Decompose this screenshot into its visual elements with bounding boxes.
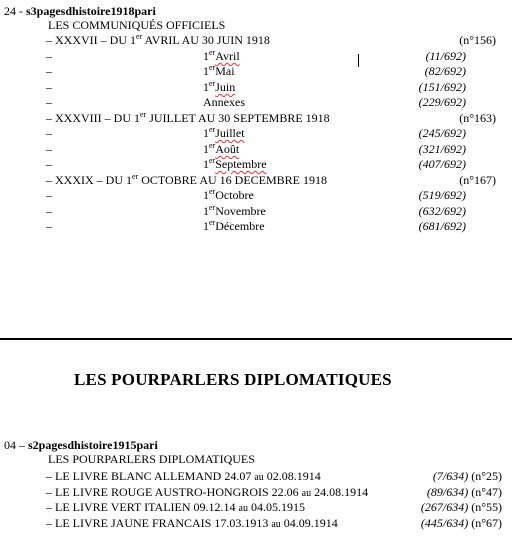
item-sup: er — [209, 125, 216, 134]
group-label-b: OCTOBRE AU 16 DECEMBRE 1918 — [138, 173, 328, 187]
main-title: LES POURPARLERS DIPLOMATIQUES — [74, 370, 392, 389]
group-ref: (n°156) — [459, 33, 496, 47]
item-month — [203, 157, 267, 171]
section1-heading-name: s3pagesdhistoire1918pari — [26, 4, 156, 18]
item-month — [203, 142, 239, 156]
item-dash: – — [46, 157, 52, 171]
item-dash: – — [46, 142, 52, 156]
book-from: 09.12.14 — [193, 500, 236, 514]
item-sup: er — [209, 218, 216, 227]
group-header — [46, 33, 270, 47]
item-month-name: Avril — [215, 49, 240, 63]
item-month-name: Annexes — [203, 95, 245, 109]
book-au: au — [271, 519, 281, 530]
book-from: 22.06 — [271, 485, 299, 499]
book-from: 24.07 — [224, 469, 252, 483]
item-pages: (229/692) — [418, 95, 466, 109]
group-ref: (n°163) — [459, 111, 496, 125]
group-label-b: AVRIL AU 30 JUIN 1918 — [142, 33, 270, 47]
section-divider — [0, 338, 512, 340]
item-pages: (519/692) — [418, 188, 466, 202]
item-pages: (82/692) — [424, 64, 466, 78]
item-sup: er — [209, 187, 216, 196]
book-pages: (267/634) — [420, 500, 469, 514]
section2-heading — [4, 438, 158, 452]
book-pages: (7/634) — [432, 469, 469, 483]
group-header — [46, 173, 327, 187]
book-row — [46, 469, 321, 485]
item-dash: – — [46, 95, 52, 109]
item-dash: – — [46, 204, 52, 218]
item-month — [203, 64, 235, 78]
group-label-sup: er — [132, 172, 139, 181]
group-header — [46, 111, 330, 125]
section1-heading — [4, 4, 156, 18]
item-month-name: Mai — [215, 64, 235, 78]
section2-heading-prefix: 04 – — [4, 438, 28, 452]
item-num: 1 — [203, 80, 209, 94]
item-month — [203, 49, 240, 63]
item-num: 1 — [203, 64, 209, 78]
item-num: 1 — [203, 142, 209, 156]
item-month — [203, 95, 245, 109]
book-refs — [421, 500, 502, 514]
item-num: 1 — [203, 126, 209, 140]
book-refs — [427, 485, 502, 499]
item-sup: er — [209, 141, 216, 150]
item-sup: er — [209, 203, 216, 212]
book-title: – LE LIVRE VERT ITALIEN — [46, 500, 191, 514]
book-title: – LE LIVRE JAUNE FRANCAIS — [46, 516, 212, 530]
book-row — [46, 516, 338, 532]
item-dash: – — [46, 188, 52, 202]
item-sup: er — [209, 79, 216, 88]
group-ref: (n°167) — [459, 173, 496, 187]
item-pages: (632/692) — [418, 204, 466, 218]
item-pages: (151/692) — [418, 80, 466, 94]
group-label-a: – XXXVIII – DU 1 — [46, 111, 140, 125]
item-month — [203, 204, 266, 218]
book-ref: (n°47) — [468, 485, 502, 499]
section1-subheading: LES COMMUNIQUÉS OFFICIELS — [48, 18, 226, 32]
item-month-name: Novembre — [215, 204, 266, 218]
book-au: au — [254, 472, 264, 483]
book-to: 04.09.1914 — [283, 516, 338, 530]
book-to: 24.08.1914 — [314, 485, 369, 499]
item-pages: (407/692) — [418, 157, 466, 171]
item-month-name: Juin — [215, 80, 236, 94]
item-num: 1 — [203, 188, 209, 202]
book-row — [46, 500, 305, 516]
book-ref: (n°55) — [468, 500, 502, 514]
item-month-name: Décembre — [215, 219, 265, 233]
book-ref: (n°25) — [468, 469, 502, 483]
book-from: 17.03.1913 — [214, 516, 269, 530]
item-pages: (11/692) — [425, 49, 466, 63]
item-month — [203, 219, 265, 233]
book-refs — [421, 516, 502, 530]
item-num: 1 — [203, 49, 209, 63]
item-month-name: Octobre — [215, 188, 254, 202]
book-pages: (89/634) — [426, 485, 469, 499]
item-month-name: Septembre — [215, 157, 267, 171]
group-label-sup: er — [139, 110, 147, 119]
book-refs — [433, 469, 502, 483]
group-label-sup: er — [136, 32, 143, 41]
book-to: 04.05.1915 — [250, 500, 305, 514]
group-label-b: JUILLET AU 30 SEPTEMBRE 1918 — [146, 111, 330, 125]
item-month-name: Juillet — [215, 126, 245, 140]
item-sup: er — [209, 156, 216, 165]
section2-subheading: LES POURPARLERS DIPLOMATIQUES — [48, 452, 255, 466]
item-dash: – — [46, 64, 52, 78]
section1-heading-prefix: 24 - — [4, 4, 26, 18]
item-pages: (681/692) — [418, 219, 466, 233]
item-num: 1 — [203, 157, 209, 171]
book-to: 02.08.1914 — [266, 469, 321, 483]
item-pages: (245/692) — [418, 126, 466, 140]
item-pages: (321/692) — [418, 142, 466, 156]
book-au: au — [301, 488, 312, 499]
text-cursor — [358, 54, 359, 67]
item-month-name: Août — [215, 142, 240, 156]
item-dash: – — [46, 219, 52, 233]
item-dash: – — [46, 49, 52, 63]
item-month — [203, 188, 254, 202]
item-num: 1 — [203, 204, 209, 218]
book-pages: (445/634) — [420, 516, 469, 530]
item-sup: er — [209, 63, 216, 72]
item-month — [203, 126, 245, 140]
book-title: – LE LIVRE ROUGE AUSTRO-HONGROIS — [46, 485, 269, 499]
book-au: au — [238, 503, 248, 514]
section2-heading-name: s2pagesdhistoire1915pari — [28, 438, 158, 452]
item-dash: – — [46, 80, 52, 94]
group-label-a: – XXXVII – DU 1 — [46, 33, 136, 47]
item-dash: – — [46, 126, 52, 140]
group-label-a: – XXXIX – DU 1 — [46, 173, 132, 187]
item-sup: er — [209, 48, 216, 57]
item-num: 1 — [203, 219, 209, 233]
book-ref: (n°67) — [468, 516, 502, 530]
item-month — [203, 80, 235, 94]
book-row — [46, 485, 368, 501]
book-title: – LE LIVRE BLANC ALLEMAND — [46, 469, 222, 483]
